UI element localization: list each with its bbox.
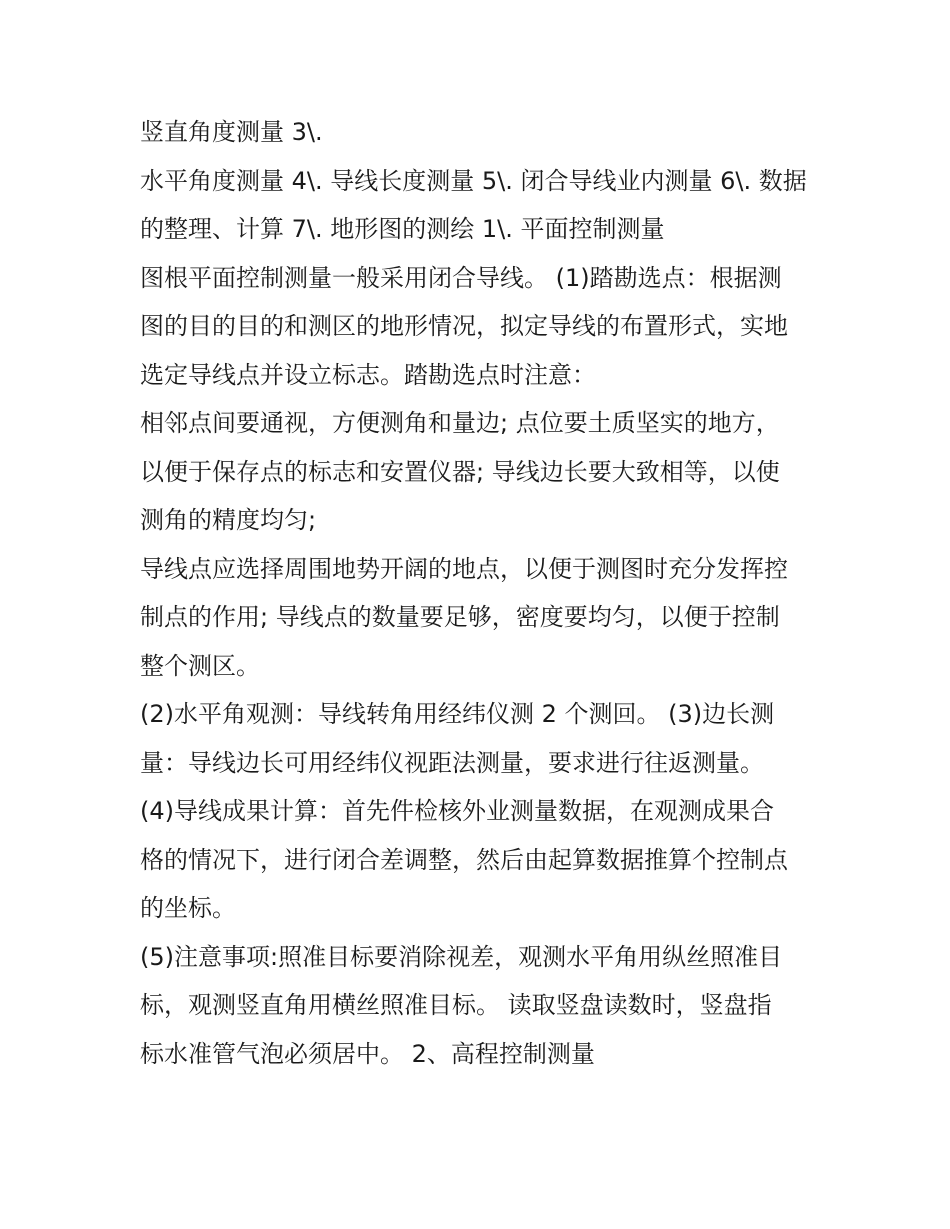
paragraph-point-visibility (140, 399, 820, 545)
paragraph-point-selection (140, 545, 820, 691)
text-line: 竖直角度测量 3\. (140, 118, 323, 146)
text-line: (5)注意事项:照准目标要消除视差，观测水平角用纵丝照准目 (140, 942, 783, 971)
text-line: (2)水平角观测：导线转角用经纬仪测 2 个测回。 (3)边长测 (140, 700, 775, 728)
paragraph-traverse-calculation (140, 787, 820, 933)
paragraph-horizontal-angle (140, 690, 820, 787)
text-line: 标，观测竖直角用横丝照准目标。 读取竖盘读数时，竖盘指 (140, 991, 772, 1019)
text-line: 图根平面控制测量一般采用闭合导线。 (1)踏勘选点：根据测 (140, 263, 782, 292)
text-line: 量：导线边长可用经纬仪视距法测量，要求进行往返测量。 (140, 748, 764, 777)
text-line: 选定导线点并设立标志。踏勘选点时注意： (140, 360, 596, 389)
text-line: (4)导线成果计算：首先件检核外业测量数据，在观测成果合 (140, 797, 774, 825)
paragraph-closed-traverse (140, 254, 820, 400)
text-line: 图的目的目的和测区的地形情况，拟定导线的布置形式，实地 (140, 312, 788, 340)
text-line: 的整理、计算 7\. 地形图的测绘 1\. 平面控制测量 (140, 215, 665, 243)
text-line: 整个测区。 (140, 651, 260, 680)
text-line: 标水准管气泡必须居中。 2、高程控制测量 (140, 1039, 595, 1068)
paragraph-notes (140, 933, 820, 1079)
text-line: 以便于保存点的标志和安置仪器; 导线边长要大致相等，以使 (140, 457, 780, 486)
text-line: 测角的精度均匀; (140, 506, 317, 534)
text-line: 格的情况下，进行闭合差调整，然后由起算数据推算个控制点 (140, 845, 788, 874)
text-line: 水平角度测量 4\. 导线长度测量 5\. 闭合导线业内测量 6\. 数据 (140, 166, 807, 195)
document-body (140, 108, 820, 1078)
text-line: 导线点应选择周围地势开阔的地点，以便于测图时充分发挥控 (140, 554, 788, 583)
text-line: 制点的作用; 导线点的数量要足够，密度要均匀，以便于控制 (140, 603, 780, 631)
paragraph-measurement-list (140, 157, 820, 254)
text-line: 的坐标。 (140, 894, 236, 922)
text-line: 相邻点间要通视，方便测角和量边; 点位要土质坚实的地方， (140, 409, 780, 437)
paragraph-vertical-angle (140, 108, 820, 157)
